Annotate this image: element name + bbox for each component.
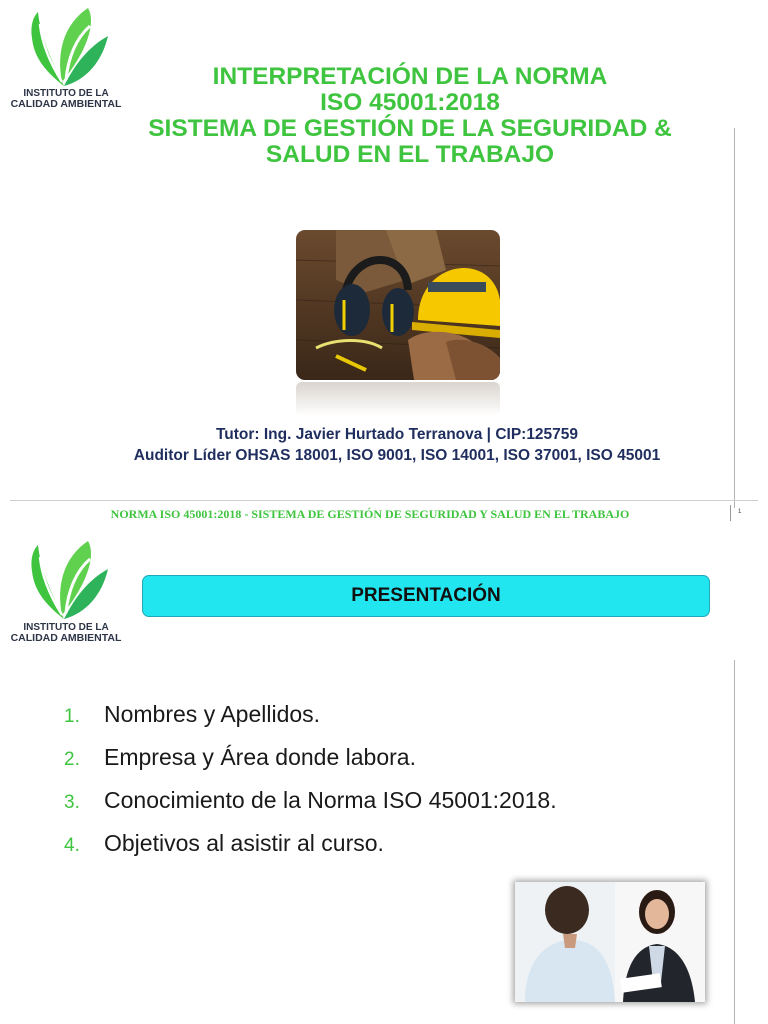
list-item	[64, 830, 557, 873]
list-number: 3.	[64, 792, 80, 813]
list-text: Conocimiento de la Norma ISO 45001:2018.	[104, 787, 557, 813]
tutor-line: Tutor: Ing. Javier Hurtado Terranova | CIP:125759	[215, 426, 579, 443]
title-line-3: SISTEMA DE GESTIÓN DE LA SEGURIDAD &	[148, 115, 672, 142]
footer-divider	[10, 500, 758, 501]
vertical-divider	[734, 660, 735, 1024]
title-line-2: ISO 45001:2018	[320, 89, 500, 116]
photo-reflection	[296, 382, 500, 416]
list-item	[64, 701, 557, 744]
footer-text: NORMA ISO 45001:2018 - SISTEMA DE GESTIÓN DE SEGURIDAD Y SALUD EN EL TRABAJO	[110, 507, 630, 521]
list-number: 1.	[64, 706, 80, 727]
list-number: 4.	[64, 835, 80, 856]
list-text: Nombres y Apellidos.	[104, 701, 321, 727]
leaf-logo-icon	[16, 535, 116, 621]
list-text: Empresa y Área donde labora.	[104, 744, 416, 770]
logo-text-line2: CALIDAD AMBIENTAL	[10, 98, 122, 110]
logo-text-line1: INSTITUTO DE LA	[23, 88, 109, 99]
section-header: PRESENTACIÓN	[142, 575, 710, 617]
footer-tick	[730, 505, 731, 521]
page-number: 1	[738, 509, 742, 515]
logo-text-line1: INSTITUTO DE LA	[23, 622, 109, 633]
presentation-list	[64, 701, 557, 873]
slide-presentation	[0, 525, 768, 1024]
title-line-1: INTERPRETACIÓN DE LA NORMA	[212, 63, 608, 90]
slide-title-text	[100, 64, 720, 168]
logo-text-line2: CALIDAD AMBIENTAL	[10, 632, 122, 644]
institute-logo	[2, 535, 130, 650]
title-line-4: SALUD EN EL TRABAJO	[265, 141, 555, 168]
interview-photo	[515, 882, 705, 1002]
list-number: 2.	[64, 749, 80, 770]
list-text: Objetivos al asistir al curso.	[104, 830, 384, 856]
list-item	[64, 744, 557, 787]
safety-equipment-photo	[296, 230, 500, 380]
list-item	[64, 787, 557, 830]
tutor-info	[40, 424, 754, 466]
auditor-line: Auditor Líder OHSAS 18001, ISO 9001, ISO 14001, ISO 37001, ISO 45001	[133, 447, 661, 464]
